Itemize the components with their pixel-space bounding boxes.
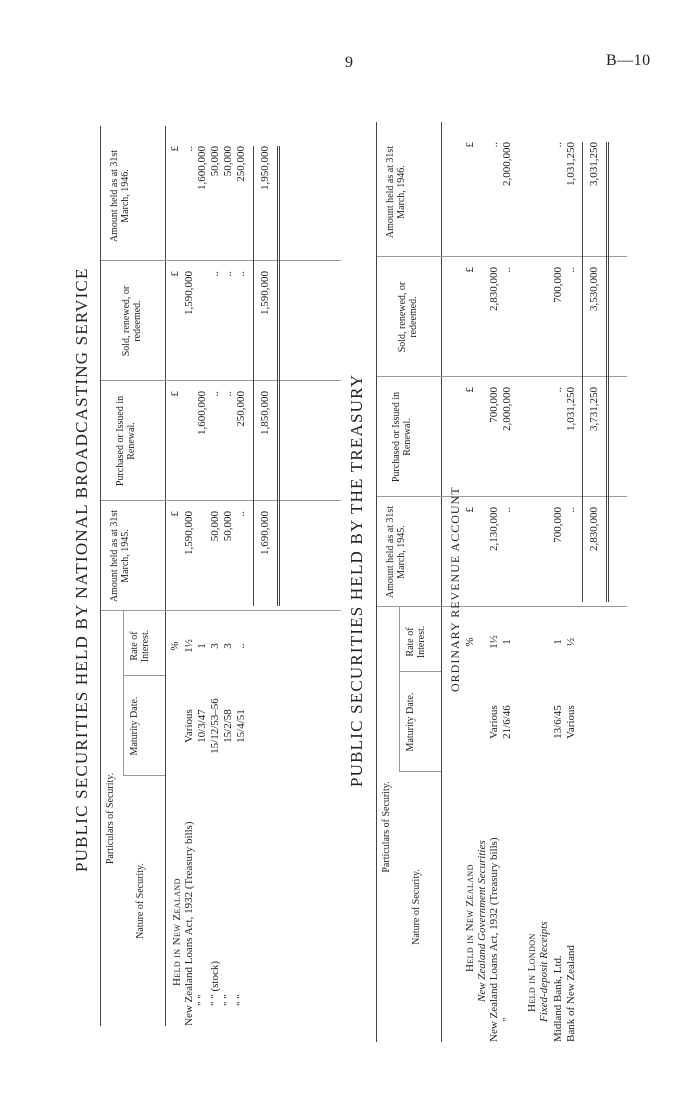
table2-title: PUBLIC SECURITIES HELD BY THE TREASURY	[347, 373, 366, 787]
rate-cell: 3	[222, 643, 234, 649]
held-1945-unit: £	[464, 507, 476, 513]
ordinary-revenue-heading: ORDINARY REVENUE ACCOUNT	[448, 486, 462, 692]
maturity-header: Maturity Date.	[129, 696, 140, 756]
table1-header	[101, 126, 166, 1026]
sold-unit: £	[464, 267, 476, 273]
sold-cell: 2,830,000	[488, 267, 500, 311]
sold-cell: ..	[501, 267, 513, 273]
nature-cell: " " (stock)	[209, 960, 221, 1006]
section-heading: Held in New Zealand	[171, 878, 183, 986]
maturity-cell: 10/3/47	[196, 709, 208, 743]
maturity-cell: 15/12/53–56	[209, 698, 221, 754]
sold-cell: 1,590,000	[183, 271, 195, 315]
page-number: 9	[345, 54, 353, 71]
purchased-unit: £	[464, 387, 476, 393]
sold-cell: 700,000	[552, 267, 564, 303]
section-heading: Held in London	[526, 933, 538, 1012]
held-1946-unit: £	[464, 142, 476, 148]
nature-cell: " "	[196, 994, 208, 1006]
total-sold: 3,530,000	[588, 267, 600, 311]
rate-cell: ..	[235, 643, 247, 649]
purchased-header: Purchased or Issued in Renewal.	[115, 395, 137, 487]
rate-header: Rate of Interest.	[129, 629, 151, 663]
maturity-cell: Various	[565, 705, 577, 739]
nature-header: Nature of Security.	[411, 869, 422, 945]
section-heading: Held in New Zealand	[464, 864, 476, 972]
column-divider	[123, 775, 165, 776]
table2-body	[376, 122, 636, 1042]
sold-unit: £	[169, 271, 181, 277]
rate-cell: 1	[196, 643, 208, 649]
held-1945-cell: 700,000	[552, 507, 564, 543]
table1	[100, 126, 271, 1026]
total-sold: 1,590,000	[259, 271, 271, 315]
held-1945-cell: ..	[565, 507, 577, 513]
held-1946-cell: ..	[183, 146, 195, 152]
double-rule	[606, 142, 609, 602]
held-1945-cell: ..	[235, 511, 247, 517]
purchased-cell: ..	[552, 387, 564, 393]
column-divider	[123, 675, 165, 676]
rate-cell: 1½	[183, 639, 195, 653]
maturity-header: Maturity Date.	[405, 692, 416, 752]
particulars-header: Particulars of Security.	[105, 772, 116, 865]
purchased-cell: 1,600,000	[196, 391, 208, 435]
total-held-1945: 1,690,000	[259, 511, 271, 555]
held-1945-header: Amount held as at 31st March, 1945.	[385, 505, 407, 599]
held-1946-cell: 2,000,000	[501, 142, 513, 186]
held-1946-cell: 1,600,000	[196, 146, 208, 190]
document-reference: B—10	[606, 52, 651, 69]
total-held-1945: 2,830,000	[588, 507, 600, 551]
purchased-cell: 250,000	[235, 391, 247, 427]
rate-cell: 1	[501, 639, 513, 645]
total-purchased: 1,850,000	[259, 391, 271, 435]
total-rule	[582, 142, 583, 602]
held-1945-cell: ..	[501, 507, 513, 513]
nature-cell: Bank of New Zealand	[565, 945, 577, 1042]
held-1946-cell: ..	[552, 142, 564, 148]
nature-header: Nature of Security.	[135, 863, 146, 939]
subheader-line	[123, 611, 124, 776]
sold-header: Sold, renewed, or redeemed.	[397, 281, 419, 353]
sold-cell: ..	[209, 271, 221, 277]
maturity-cell: 13/6/45	[552, 705, 564, 739]
purchased-cell: ..	[222, 391, 234, 397]
held-1946-cell: ..	[488, 142, 500, 148]
rate-unit: %	[169, 641, 181, 651]
total-held-1946: 1,950,000	[259, 146, 271, 190]
held-1945-cell: 2,130,000	[488, 507, 500, 551]
sold-cell: ..	[235, 271, 247, 277]
held-1946-cell: 1,031,250	[565, 142, 577, 186]
sold-cell: ..	[222, 271, 234, 277]
sold-header: Sold, renewed, or redeemed.	[121, 285, 143, 357]
held-1946-cell: 250,000	[235, 146, 247, 182]
held-1945-cell: 1,590,000	[183, 511, 195, 555]
rate-header: Rate of Interest.	[405, 625, 427, 659]
maturity-cell: 21/6/46	[501, 705, 513, 739]
nature-cell: Midland Bank, Ltd.	[552, 955, 564, 1042]
sold-cell: ..	[565, 267, 577, 273]
particulars-header: Particulars of Security.	[381, 781, 392, 873]
held-1946-unit: £	[169, 146, 181, 152]
purchased-header: Purchased or Issued in Renewal.	[391, 391, 413, 483]
nature-cell: " "	[235, 994, 247, 1006]
rate-cell: 3	[209, 643, 221, 649]
nature-cell: New Zealand Loans Act, 1932 (Treasury bills)	[183, 821, 195, 1026]
purchased-cell: ..	[209, 391, 221, 397]
column-divider	[101, 380, 341, 381]
maturity-cell: Various	[488, 705, 500, 739]
column-divider	[101, 500, 341, 501]
rate-cell: ½	[565, 637, 577, 647]
nature-cell: New Zealand Loans Act, 1932 (Treasury bills)	[488, 837, 500, 1042]
held-1946-header: Amount held as at 31st March, 1946.	[385, 145, 407, 239]
held-1945-unit: £	[169, 511, 181, 517]
held-1946-header: Amount held as at 31st March, 1946.	[109, 149, 131, 243]
total-rule	[253, 146, 254, 606]
held-1945-cell: 50,000	[222, 511, 234, 542]
nature-cell: " "	[222, 994, 234, 1006]
column-divider	[101, 260, 341, 261]
maturity-cell: 15/2/58	[222, 709, 234, 743]
held-1945-header: Amount held as at 31st March, 1945.	[109, 509, 131, 603]
nature-cell: "	[501, 1017, 513, 1022]
rate-cell: 1	[552, 639, 564, 645]
held-1946-cell: 50,000	[209, 146, 221, 177]
column-divider	[101, 610, 341, 611]
total-held-1946: 3,031,250	[588, 142, 600, 186]
purchased-cell: 1,031,250	[565, 387, 577, 431]
maturity-cell: Various	[183, 709, 195, 743]
rate-unit: %	[464, 637, 476, 647]
total-purchased: 3,731,250	[588, 387, 600, 431]
section-subheading: Fixed-deposit Receipts	[538, 921, 550, 1022]
table1-title: PUBLIC SECURITIES HELD BY NATIONAL BROADCASTING SERVICE	[72, 267, 91, 872]
rate-cell: 1½	[488, 635, 500, 649]
purchased-cell: 700,000	[488, 387, 500, 423]
purchased-cell: 2,000,000	[501, 387, 513, 431]
double-rule	[277, 146, 280, 606]
held-1945-cell: 50,000	[209, 511, 221, 542]
purchased-unit: £	[169, 391, 181, 397]
held-1946-cell: 50,000	[222, 146, 234, 177]
maturity-cell: 15/4/51	[235, 709, 247, 743]
section-subheading: New Zealand Government Securities	[476, 840, 488, 1002]
